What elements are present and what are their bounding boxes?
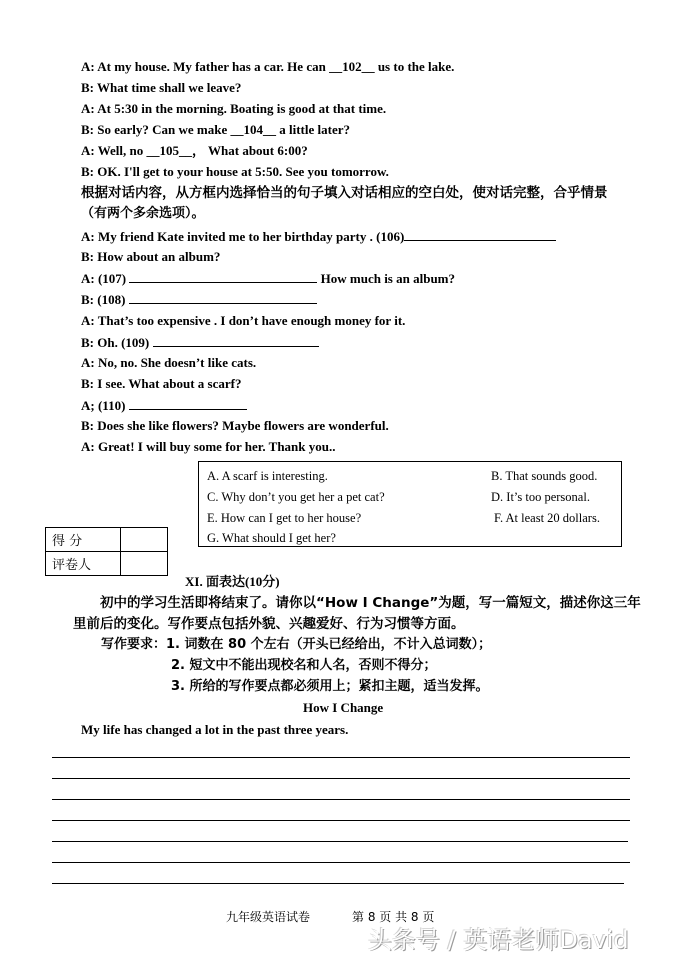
dialogue-line: B: How about an album? (81, 249, 221, 264)
essay-title: How I Change (303, 700, 384, 715)
score-cell[interactable] (121, 528, 168, 552)
blank-102: __102__ (329, 59, 375, 74)
grader-cell[interactable] (121, 552, 168, 576)
watermark: 头条号 / 英语老师David (368, 926, 629, 954)
instruction-line-2: （有两个多余选项）。 (81, 206, 205, 221)
line-text: ， What about 6:00? (192, 143, 308, 158)
writing-line[interactable] (52, 820, 630, 821)
footer-exam-name: 九年级英语试卷 (226, 910, 311, 924)
section-intro-2: 里前后的变化。写作要点包括外貌、兴趣爱好、行为习惯等方面。 (73, 616, 465, 632)
options-box (198, 461, 622, 547)
dialogue-line (81, 122, 350, 138)
line-text: How much is an album? (317, 271, 456, 286)
dialogue-line: B: OK. I'll get to your house at 5:50. See you tomorrow. (81, 164, 389, 179)
footer-page-info: 第 8 页 共 8 页 (352, 910, 435, 924)
option-g: G. What should I get her? (207, 531, 336, 545)
requirement-3: 3. 所给的写作要点都必须用上；紧扣主题，适当发挥。 (171, 679, 489, 694)
writing-line[interactable] (52, 799, 630, 800)
blank-105: __105__ (146, 143, 192, 158)
blank-109[interactable] (153, 334, 319, 347)
option-d: D. It’s too personal. (491, 490, 590, 504)
score-label: 得 分 (46, 528, 121, 552)
line-text: B: So early? Can we make (81, 122, 231, 137)
section-intro-1: 初中的学习生活即将结束了。请你以“How I Change”为题，写一篇短文，描述你这三年 (100, 595, 641, 611)
dialogue-line: A: At 5:30 in the morning. Boating is good at that time. (81, 101, 387, 116)
option-b: B. That sounds good. (491, 469, 598, 483)
dialogue-line (81, 59, 454, 75)
dialogue-line (81, 397, 247, 414)
dialogue-line: B: I see. What about a scarf? (81, 376, 242, 391)
essay-start: My life has changed a lot in the past three years. (81, 722, 349, 737)
dialogue-line: B: Does she like flowers? Maybe flowers are wonderful. (81, 418, 389, 433)
writing-line[interactable] (52, 778, 630, 779)
dialogue-line: A: No, no. She doesn’t like cats. (81, 355, 257, 370)
writing-line[interactable] (52, 883, 624, 884)
line-text: B: Oh. (109) (81, 335, 153, 350)
line-text: us to the lake. (374, 59, 455, 74)
line-text: A: At my house. My father has a car. He can (81, 59, 330, 74)
blank-104: __104__ (230, 122, 276, 137)
dialogue-line (81, 143, 308, 159)
line-text: a little later? (276, 122, 350, 137)
blank-107[interactable] (129, 270, 317, 283)
dialogue-line (81, 291, 317, 308)
option-e: E. How can I get to her house? (207, 511, 362, 525)
option-a: A. A scarf is interesting. (207, 469, 328, 483)
blank-110[interactable] (129, 397, 247, 410)
dialogue-line: B: What time shall we leave? (81, 80, 242, 95)
dialogue-line (81, 334, 319, 351)
line-text: A: (107) (81, 271, 130, 286)
line-text: A: My friend Kate invited me to her birthday party . (106) (81, 229, 405, 244)
grader-label: 评卷人 (46, 552, 121, 576)
blank-106[interactable] (404, 228, 556, 241)
section-title: XI. 面表达(10分) (185, 574, 280, 589)
writing-line[interactable] (52, 841, 628, 842)
requirement-2: 2. 短文中不能出现校名和人名，否则不得分； (171, 658, 437, 673)
instruction-line-1: 根据对话内容，从方框内选择恰当的句子填入对话相应的空白处，使对话完整，合乎情景 (81, 185, 608, 201)
dialogue-line (81, 270, 455, 287)
option-c: C. Why don’t you get her a pet cat? (207, 490, 385, 504)
dialogue-line: A: Great! I will buy some for her. Thank you.. (81, 439, 336, 454)
writing-line[interactable] (52, 862, 630, 863)
option-f: F. At least 20 dollars. (494, 511, 600, 525)
line-text: A: Well, no (81, 143, 147, 158)
line-text: A; (110) (81, 398, 129, 413)
requirements-1 (101, 637, 491, 653)
requirement-1: 1. 词数在 80 个左右（开头已经给出，不计入总词数）； (166, 637, 492, 652)
score-table (45, 527, 168, 576)
dialogue-line (81, 228, 556, 245)
requirements-label: 写作要求： (101, 637, 167, 652)
dialogue-line: A: That’s too expensive . I don’t have enough money for it. (81, 313, 406, 328)
blank-108[interactable] (129, 291, 317, 304)
line-text: B: (108) (81, 292, 129, 307)
writing-line[interactable] (52, 757, 630, 758)
